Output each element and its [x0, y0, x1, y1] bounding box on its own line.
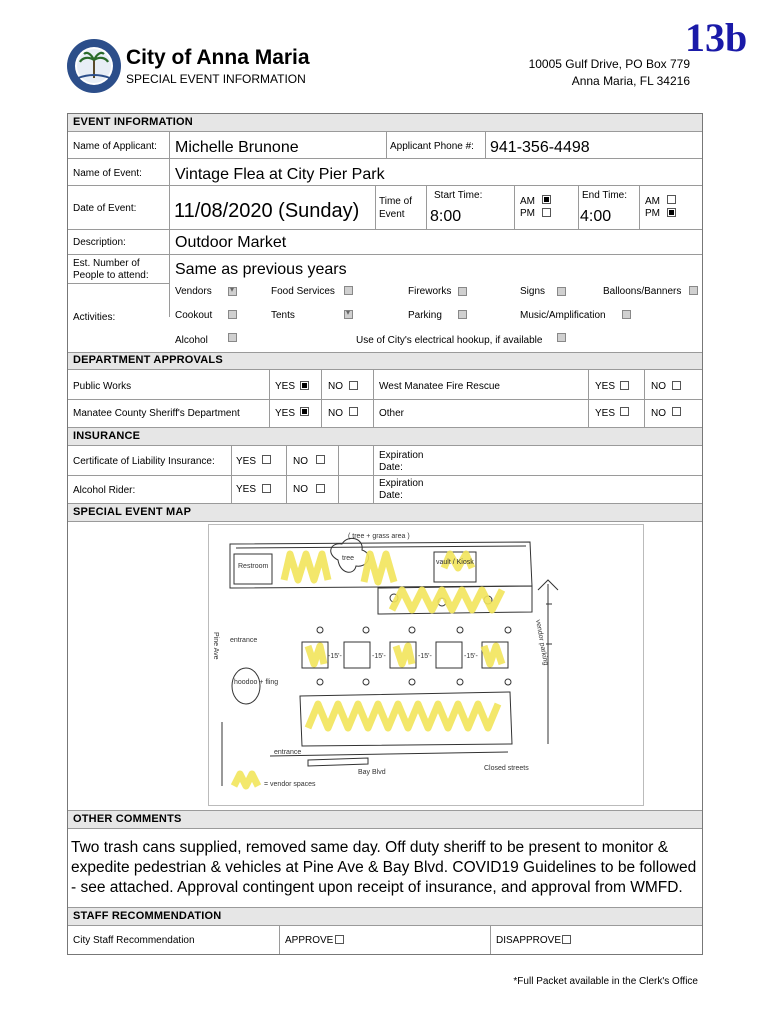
activity-music-checkbox[interactable] [622, 310, 631, 319]
fire-rescue-no-checkbox[interactable] [672, 381, 681, 390]
city-name: City of Anna Maria [126, 46, 310, 69]
activity-food-checkbox[interactable] [344, 286, 353, 295]
public-works-yes-checkbox[interactable] [300, 381, 309, 390]
disapprove-label: DISAPPROVE [496, 935, 562, 946]
alcohol-expiration-label-1: Expiration [379, 478, 424, 489]
end-time-value[interactable]: 4:00 [580, 208, 612, 225]
liability-yes-label: YES [236, 456, 257, 467]
public-works-no-label: NO [328, 381, 343, 392]
map-note-left-side: Pine Ave [212, 632, 219, 660]
activity-alcohol-checkbox[interactable] [228, 333, 237, 342]
liability-no-label: NO [293, 456, 308, 467]
sheriff-yes-label: YES [275, 408, 296, 419]
alcohol-yes-checkbox[interactable] [262, 484, 271, 493]
people-label-2: People to attend: [73, 270, 149, 281]
map-note-gap-3: -15'- [418, 653, 432, 660]
approve-label: APPROVE [285, 935, 334, 946]
activity-electrical-label: Use of City's electrical hookup, if available [356, 335, 543, 346]
map-note-entrance-top: entrance [230, 637, 258, 644]
alcohol-expiration-label-2: Date: [379, 490, 403, 501]
sheriff-label: Manatee County Sheriff's Department [73, 408, 240, 419]
activity-tents-checkbox[interactable] [344, 310, 353, 319]
people-value[interactable]: Same as previous years [175, 261, 347, 278]
other-dept-label: Other [379, 408, 405, 419]
public-works-no-checkbox[interactable] [349, 381, 358, 390]
event-map-sketch [208, 524, 644, 806]
event-form [67, 113, 703, 955]
phone-value[interactable]: 941-356-4498 [490, 139, 590, 156]
fire-rescue-no-label: NO [651, 381, 666, 392]
liability-no-checkbox[interactable] [316, 455, 325, 464]
sheriff-no-checkbox[interactable] [349, 407, 358, 416]
event-name-value[interactable]: Vintage Flea at City Pier Park [175, 166, 385, 183]
time-label-2: Event [379, 209, 405, 220]
activities-label: Activities: [73, 312, 116, 323]
end-am-checkbox[interactable] [667, 195, 676, 204]
footer-note: *Full Packet available in the Clerk's Office [513, 976, 698, 987]
map-note-closed: Closed streets [484, 765, 529, 772]
activity-balloons-checkbox[interactable] [689, 286, 698, 295]
end-time-label: End Time: [582, 190, 628, 201]
city-seal-logo [66, 38, 122, 94]
start-am-label: AM [520, 196, 535, 207]
date-label: Date of Event: [73, 203, 137, 214]
activity-vendors-checkbox[interactable] [228, 287, 237, 296]
other-comments-heading: OTHER COMMENTS [68, 811, 702, 828]
activity-parking-label: Parking [408, 310, 442, 321]
activity-electrical-checkbox[interactable] [557, 333, 566, 342]
map-note-gap-4: -15'- [464, 653, 478, 660]
description-label: Description: [73, 237, 126, 248]
address-line-1: 10005 Gulf Drive, PO Box 779 [528, 57, 690, 71]
activity-cookout-checkbox[interactable] [228, 310, 237, 319]
activity-signs-checkbox[interactable] [557, 287, 566, 296]
address-line-2: Anna Maria, FL 34216 [571, 74, 690, 88]
insurance-heading: INSURANCE [68, 428, 702, 445]
disapprove-checkbox[interactable] [562, 935, 571, 944]
start-time-value[interactable]: 8:00 [430, 208, 462, 225]
map-note-hoodoo: hoodoo + fling [234, 679, 279, 686]
map-note-bottom-road: Bay Blvd [358, 769, 386, 776]
map-note-vault: vault / Kiosk [436, 559, 474, 566]
alcohol-rider-label: Alcohol Rider: [73, 485, 136, 496]
alcohol-no-checkbox[interactable] [316, 484, 325, 493]
alcohol-no-label: NO [293, 484, 308, 495]
fire-rescue-yes-checkbox[interactable] [620, 381, 629, 390]
date-value[interactable]: 11/08/2020 (Sunday) [174, 200, 360, 222]
map-note-right-side: vendor parking [534, 619, 549, 666]
page-number: 13b [685, 15, 748, 60]
other-no-checkbox[interactable] [672, 407, 681, 416]
activity-signs-label: Signs [520, 286, 546, 297]
liability-expiration-label-2: Date: [379, 462, 403, 473]
activity-tents-label: Tents [271, 310, 295, 321]
time-label-1: Time of [379, 196, 412, 207]
staff-recommendation-label: City Staff Recommendation [73, 935, 195, 946]
applicant-value[interactable]: Michelle Brunone [175, 139, 299, 156]
alcohol-yes-label: YES [236, 484, 257, 495]
map-note-restroom: Restroom [238, 563, 269, 570]
end-pm-checkbox[interactable] [667, 208, 676, 217]
city-address [529, 56, 690, 90]
event-name-label: Name of Event: [73, 168, 142, 179]
sheriff-no-label: NO [328, 408, 343, 419]
staff-recommendation-heading: STAFF RECOMMENDATION [68, 908, 702, 925]
activity-parking-checkbox[interactable] [458, 310, 467, 319]
event-map-heading: SPECIAL EVENT MAP [68, 504, 702, 521]
activity-food-label: Food Services [271, 286, 335, 297]
activity-cookout-label: Cookout [175, 310, 213, 321]
fire-rescue-label: West Manatee Fire Rescue [379, 381, 500, 392]
start-am-checkbox[interactable] [542, 195, 551, 204]
map-note-top: ( tree + grass area ) [348, 533, 410, 540]
start-pm-label: PM [520, 208, 535, 219]
map-note-legend: = vendor spaces [264, 781, 316, 788]
activity-music-label: Music/Amplification [520, 310, 606, 321]
end-am-label: AM [645, 196, 660, 207]
start-pm-checkbox[interactable] [542, 208, 551, 217]
other-yes-checkbox[interactable] [620, 407, 629, 416]
activity-vendors-label: Vendors [175, 286, 212, 297]
activity-alcohol-label: Alcohol [175, 335, 208, 346]
form-subtitle: SPECIAL EVENT INFORMATION [126, 72, 306, 86]
other-comments-text[interactable]: Two trash cans supplied, removed same day. Off duty sheriff to be present to monitor & expedite pedestrian & vehicles at Pine Ave & Bay Blvd. COVID19 Guidelines to be followed - see attached. Approval contingent upon receipt of insurance, and approval from WMFD. [71, 839, 697, 896]
applicant-label: Name of Applicant: [73, 141, 157, 152]
liability-label: Certificate of Liability Insurance: [73, 456, 215, 467]
people-label-1: Est. Number of [73, 258, 140, 269]
other-yes-label: YES [595, 408, 616, 419]
start-time-label: Start Time: [434, 190, 483, 201]
map-note-gap-2: -15'- [372, 653, 386, 660]
other-no-label: NO [651, 408, 666, 419]
event-information-heading: EVENT INFORMATION [68, 114, 702, 131]
activity-fireworks-checkbox[interactable] [458, 287, 467, 296]
activity-balloons-label: Balloons/Banners [603, 286, 682, 297]
map-note-entrance-bottom: entrance [274, 749, 302, 756]
department-approvals-heading: DEPARTMENT APPROVALS [68, 352, 702, 369]
end-pm-label: PM [645, 208, 660, 219]
liability-yes-checkbox[interactable] [262, 455, 271, 464]
approve-checkbox[interactable] [335, 935, 344, 944]
phone-label: Applicant Phone #: [390, 141, 474, 152]
public-works-label: Public Works [73, 381, 132, 392]
map-note-gap-1: -15'- [328, 653, 342, 660]
sheriff-yes-checkbox[interactable] [300, 407, 309, 416]
activity-fireworks-label: Fireworks [408, 286, 452, 297]
map-note-tree: tree [342, 555, 355, 562]
description-value[interactable]: Outdoor Market [175, 234, 287, 251]
liability-expiration-label-1: Expiration [379, 450, 424, 461]
public-works-yes-label: YES [275, 381, 296, 392]
fire-rescue-yes-label: YES [595, 381, 616, 392]
